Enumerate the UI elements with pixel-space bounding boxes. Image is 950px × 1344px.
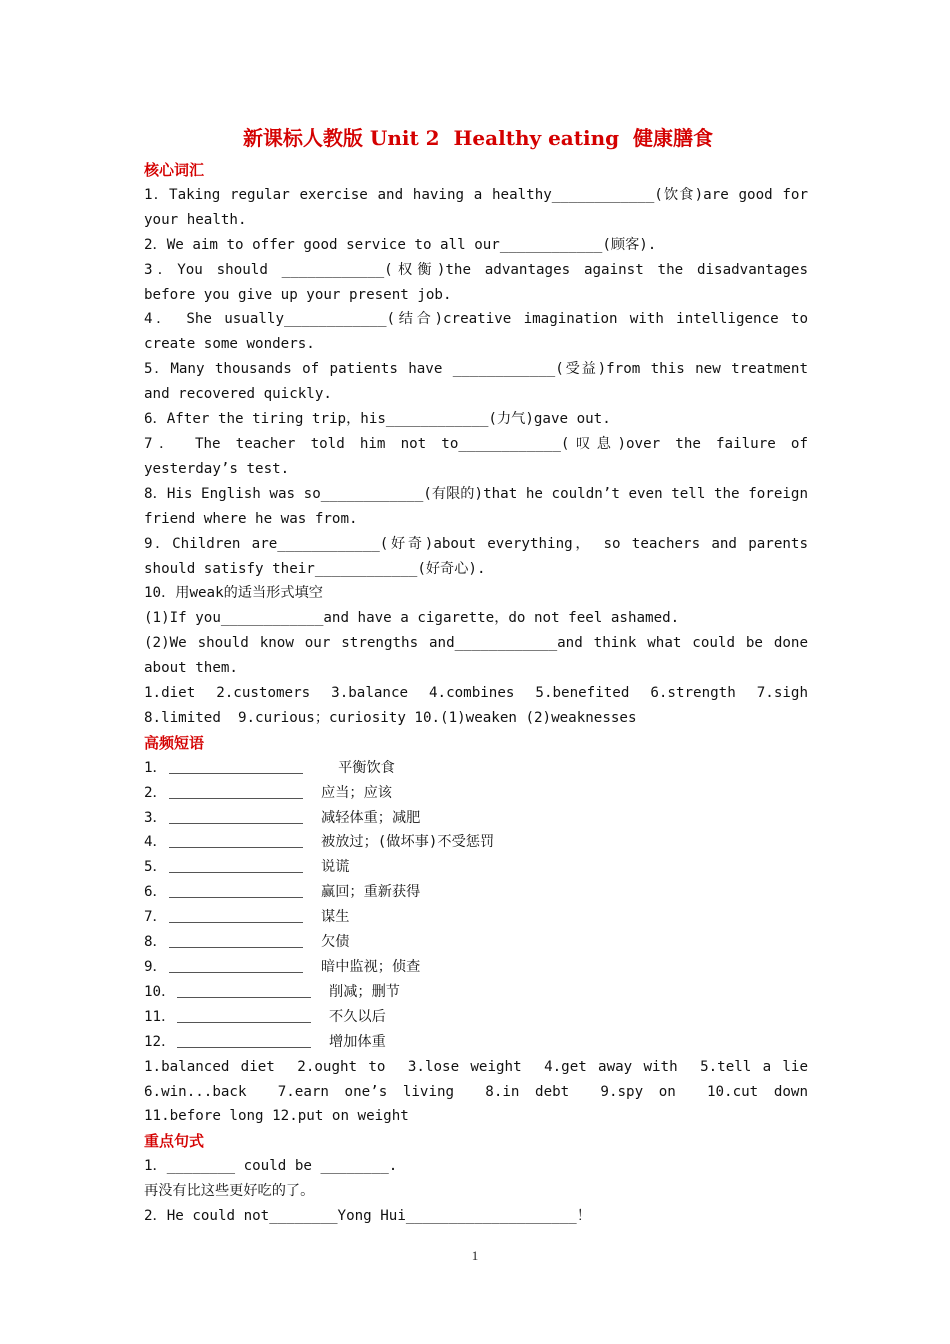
phrase-meaning: 谋生	[321, 909, 350, 926]
phrase-meaning: 增加体重	[329, 1033, 386, 1050]
phrase-meaning: 不久以后	[329, 1008, 386, 1025]
vocab-item: 1．Taking regular exercise and having a healthy____________(饮食)are good for your health.	[144, 186, 817, 228]
answer-blank	[169, 880, 303, 898]
vocab-item: 7． The teacher told him not to____________(叹息)over the failure of yesterday’s test.	[144, 435, 817, 477]
phrase-item	[144, 905, 808, 930]
phrase-item	[144, 830, 808, 855]
phrase-number: 1．	[144, 759, 167, 776]
phrase-meaning: 减轻体重；减肥	[321, 809, 421, 826]
sentence-item: 再没有比这些更好吃的了。	[144, 1183, 315, 1200]
phrase-number: 7．	[144, 909, 167, 926]
page-number: 1	[471, 1248, 479, 1263]
phrase-meaning: 赢回；重新获得	[321, 884, 421, 901]
phrase-list	[144, 756, 808, 1055]
answer-blank	[177, 1005, 311, 1023]
page-title: 新课标人教版 Unit 2 Healthy eating 健康膳食	[242, 126, 714, 150]
phrase-item	[144, 1030, 808, 1055]
phrase-item	[144, 930, 808, 955]
section-heading-phrases: 高频短语	[144, 733, 205, 752]
phrase-item	[144, 880, 808, 905]
sentence-item: 1．________ could be ________.	[144, 1158, 398, 1175]
vocab-item: (1)If you____________and have a cigarette，do not feel ashamed.	[144, 610, 680, 627]
sentence-item: 2．He could not________Yong Hui____________________！	[144, 1208, 591, 1225]
answer-blank	[169, 905, 303, 923]
vocab-item: 10．用weak的适当形式填空	[144, 585, 323, 602]
phrase-item	[144, 756, 808, 781]
phrase-number: 6．	[144, 884, 167, 901]
phrase-answers: 1.balanced diet 2.ought to 3.lose weight 4.get away with 5.tell a lie 6.win...back 7.earn one’s living 8.in debt 9.spy on 10.cut down 11.before long 12.put on weight	[144, 1058, 826, 1125]
phrase-item	[144, 1005, 808, 1030]
vocab-item: (2)We should know our strengths and____________and think what could be done about them.	[144, 635, 817, 677]
vocab-item: 2．We aim to offer good service to all our____________(顾客).	[144, 236, 657, 253]
vocab-item: 5．Many thousands of patients have ____________(受益)from this new treatment and recovered quickly.	[144, 361, 817, 403]
section-heading-sentences: 重点句式	[144, 1132, 205, 1151]
answer-blank	[177, 1030, 311, 1048]
phrase-number: 8．	[144, 934, 167, 951]
phrase-number: 11．	[144, 1008, 176, 1025]
phrase-meaning: 应当；应该	[321, 784, 392, 801]
vocab-item: 9．Children are____________(好奇)about everything， so teachers and parents should satisfy their____________(好奇心).	[144, 535, 817, 577]
answer-blank	[169, 756, 303, 774]
phrase-meaning: 平衡饮食	[321, 759, 395, 776]
answer-blank	[169, 855, 303, 873]
answer-blank	[169, 806, 303, 824]
vocab-item: 4． She usually____________(结合)creative imagination with intelligence to create some wonders.	[144, 311, 817, 353]
phrase-item	[144, 855, 808, 880]
vocab-list	[144, 183, 817, 681]
answer-blank	[169, 830, 303, 848]
vocab-answers: 1.diet 2.customers 3.balance 4.combines 5.benefited 6.strength 7.sigh 8.limited 9.curious；curiosity 10.(1)weaken (2)weaknesses	[144, 685, 817, 726]
answer-blank	[169, 930, 303, 948]
sentence-list	[144, 1154, 808, 1229]
answer-blank	[169, 781, 303, 799]
answer-blank	[169, 955, 303, 973]
phrase-number: 10．	[144, 983, 176, 1000]
phrase-meaning: 暗中监视；侦查	[321, 959, 421, 975]
phrase-number: 4．	[144, 834, 167, 851]
phrase-item	[144, 955, 808, 980]
phrase-number: 5．	[144, 859, 167, 876]
phrase-item	[144, 980, 808, 1005]
phrase-meaning: 欠债	[321, 934, 350, 951]
vocab-item: 3．You should ____________(权衡)the advantages against the disadvantages before you give up your present job.	[144, 261, 817, 303]
vocab-item: 8．His English was so____________(有限的)that he couldn’t even tell the foreign friend where he was from.	[144, 485, 817, 527]
phrase-number: 3．	[144, 809, 167, 826]
phrase-item	[144, 781, 808, 806]
phrase-number: 2．	[144, 784, 167, 801]
document-content	[144, 118, 826, 1229]
phrase-item	[144, 806, 808, 831]
phrase-meaning: 被放过；(做坏事)不受惩罚	[321, 834, 495, 851]
phrase-number: 9．	[144, 959, 167, 975]
phrase-number: 12．	[144, 1033, 176, 1050]
vocab-item: 6．After the tiring trip，his____________(力气)gave out.	[144, 411, 611, 428]
phrase-meaning: 说谎	[321, 859, 350, 876]
phrase-meaning: 削减；删节	[329, 983, 400, 1000]
answer-blank	[177, 980, 311, 998]
section-heading-vocab: 核心词汇	[144, 161, 205, 179]
